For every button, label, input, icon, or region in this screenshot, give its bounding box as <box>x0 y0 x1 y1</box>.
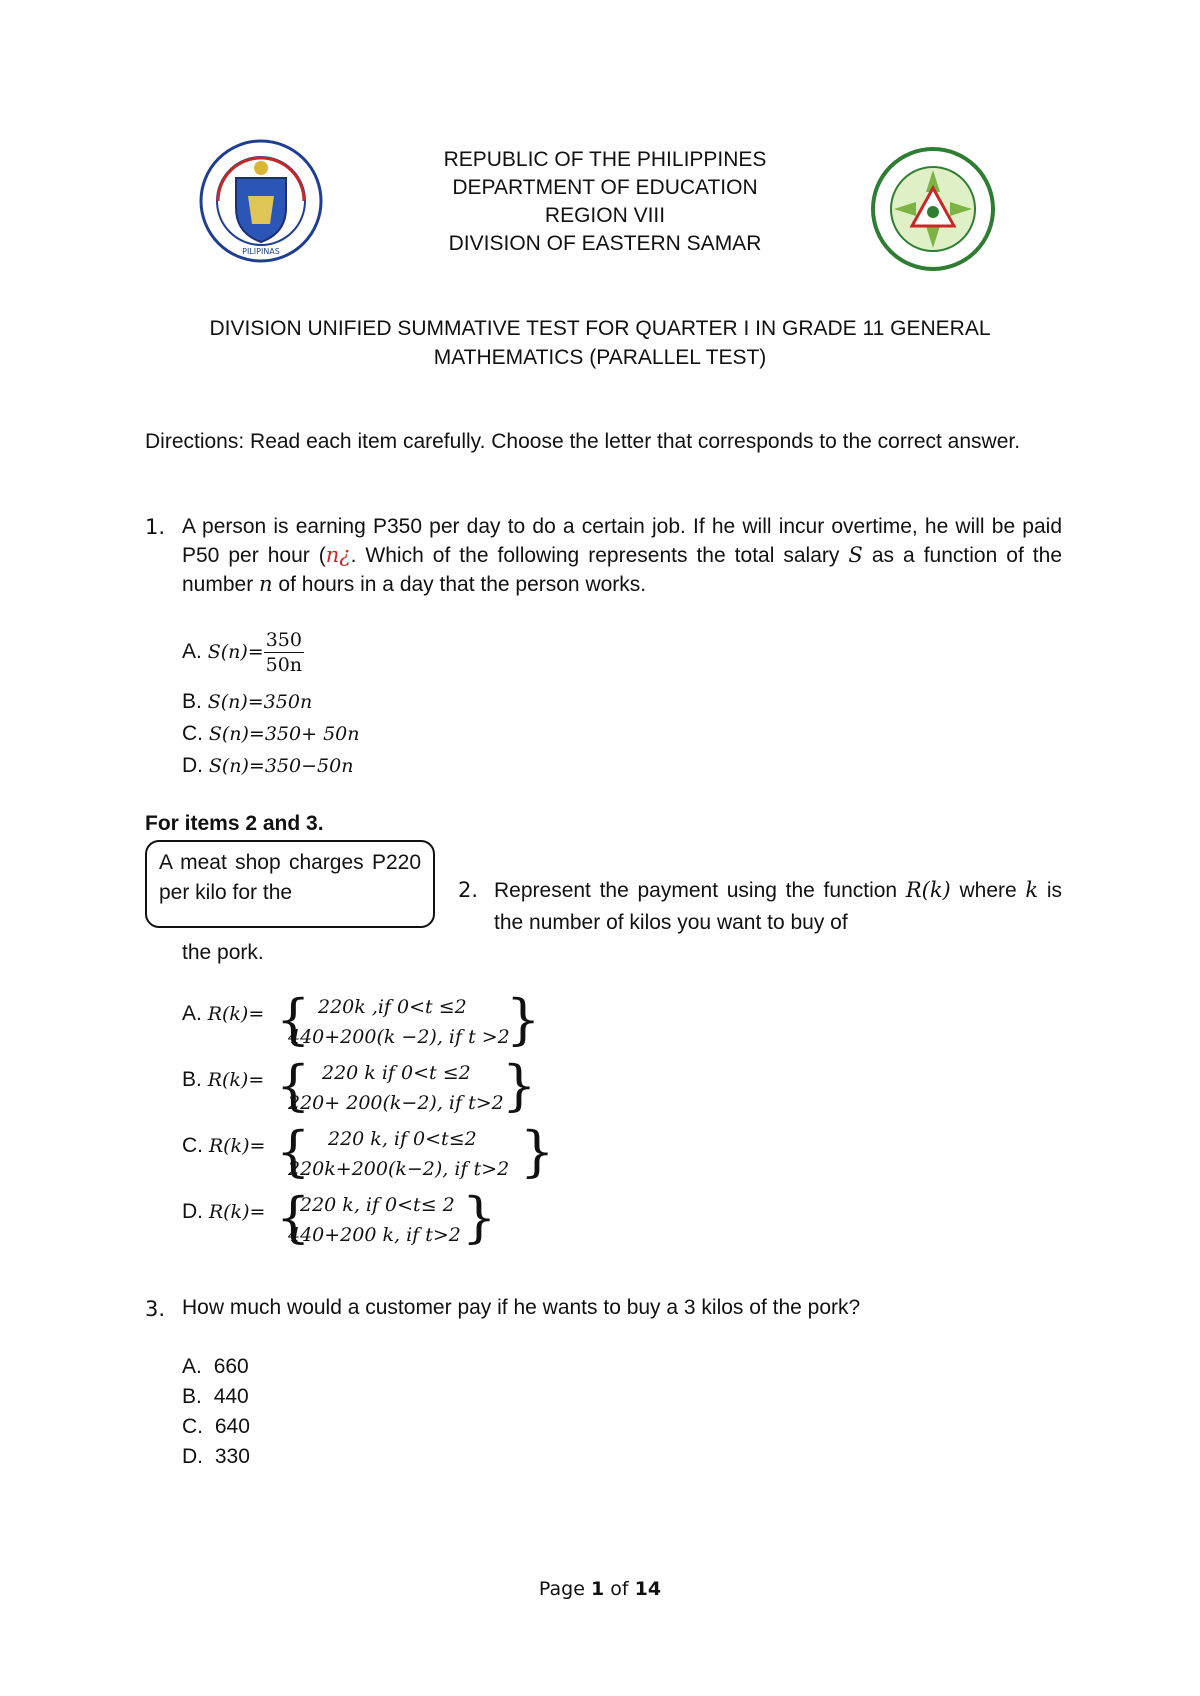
question-2-text-continued: the pork. <box>182 941 264 964</box>
q3-choice-c-value: 640 <box>214 1415 250 1438</box>
q3-choice-a-value: 660 <box>213 1355 249 1378</box>
q2-choice-b-row1: 220 k if 0<t ≤2 <box>322 1062 471 1084</box>
directions: Directions: Read each item carefully. Choose the letter that corresponds to the correct answer. <box>145 430 1021 453</box>
q1-choice-a-numerator: 350 <box>265 629 302 651</box>
q2-choice-c-right-brace: } <box>520 1120 555 1183</box>
q2-func: R(k) <box>905 878 951 902</box>
q2-choice-d[interactable] <box>182 1200 265 1224</box>
q2-choice-a-row1: 220k ,if 0<t ≤2 <box>318 996 467 1018</box>
question-1-text <box>182 512 1062 599</box>
q3-choice-c-letter: C. <box>182 1415 203 1438</box>
deped-seal-icon <box>198 138 324 264</box>
q2-choice-c-lhs: R(k)= <box>208 1135 266 1157</box>
question-3-number: 3. <box>145 1297 166 1321</box>
q2-var-k: k <box>1025 878 1039 902</box>
q1-choice-d-expr: S(n)=350−50n <box>208 755 354 777</box>
header-line-region: REGION VIII <box>544 204 666 227</box>
q1-choice-a-fraction <box>264 628 304 677</box>
q1-choice-d[interactable] <box>182 754 353 778</box>
q2-choice-b-row2: 220+ 200(k−2), if t>2 <box>288 1092 504 1114</box>
deped-seal-logo <box>198 138 324 264</box>
q2-choice-d-row2: 440+200 k, if t>2 <box>288 1224 461 1246</box>
q2-choice-a-letter: A. <box>182 1002 202 1025</box>
question-2-number: 2. <box>458 878 479 902</box>
q2-choice-d-lhs: R(k)= <box>208 1201 266 1223</box>
q2-choice-a-cases <box>288 992 510 1052</box>
q2-choice-c-row2: 220k+200(k−2), if t>2 <box>288 1158 510 1180</box>
q1-choice-b-letter: B. <box>182 690 202 713</box>
eastern-samar-seal-icon <box>870 146 996 272</box>
footer-of-word: of <box>610 1578 629 1600</box>
q2-choice-c-row1: 220 k, if 0<t≤2 <box>328 1128 477 1150</box>
q2-choice-a-right-brace: } <box>506 988 541 1051</box>
items-2-3-label: For items 2 and 3. <box>145 812 324 835</box>
q1-choice-c-expr: S(n)=350+ 50n <box>208 723 360 745</box>
q2-choice-d-row1: 220 k, if 0<t≤ 2 <box>300 1194 455 1216</box>
q3-choice-b-value: 440 <box>213 1385 249 1408</box>
q2-choice-c-cases <box>288 1124 509 1184</box>
q2-choice-a-row2: 440+200(k −2), if t >2 <box>288 1026 510 1048</box>
q2-choice-b[interactable] <box>182 1068 264 1092</box>
footer-page-word: Page <box>538 1578 585 1600</box>
q1-choice-a-denominator: 50n <box>265 654 303 676</box>
q1-choice-a-lhs: S(n)= <box>207 641 264 664</box>
meat-shop-box: A meat shop charges P220 per kilo for the <box>145 840 435 928</box>
q1-text-part-d: of hours in a day that the person works. <box>272 573 647 596</box>
q1-choice-a[interactable] <box>182 628 304 677</box>
q2-text-part-b: where <box>950 879 1026 902</box>
q2-choice-a-lhs: R(k)= <box>207 1003 265 1025</box>
footer-current-page: 1 <box>590 1578 605 1600</box>
header-line-division: DIVISION OF EASTERN SAMAR <box>448 232 762 255</box>
test-title <box>140 314 1060 372</box>
q1-var-n: n <box>259 572 273 596</box>
q3-choice-a-letter: A. <box>182 1355 202 1378</box>
q2-choice-c-letter: C. <box>182 1134 203 1157</box>
question-1-number: 1. <box>145 515 166 539</box>
q1-text-part-c: as a function of the number <box>182 544 1062 596</box>
q1-var-s: S <box>848 543 863 567</box>
q2-choice-d-right-brace: } <box>462 1186 497 1249</box>
q1-choice-c[interactable] <box>182 722 359 746</box>
page-footer <box>0 1578 1200 1600</box>
question-2-text <box>494 874 1062 939</box>
q1-text-part-a: A person is earning P350 per day to do a certain job. If he will incur overtime, he will be paid P50 per hour ( <box>182 515 1062 567</box>
q1-hours-var: n¿ <box>325 543 351 567</box>
q1-text-part-b: . Which of the following represents the total salary <box>350 544 849 567</box>
q3-choice-b[interactable] <box>182 1385 249 1409</box>
q1-choice-a-letter: A. <box>182 640 202 664</box>
test-title-line2: MATHEMATICS (PARALLEL TEST) <box>433 346 767 369</box>
q1-choice-b-expr: S(n)=350n <box>207 691 313 713</box>
q2-choice-a-left-brace: { <box>276 988 311 1051</box>
q2-choice-b-right-brace: } <box>502 1054 537 1117</box>
q1-choice-c-letter: C. <box>182 722 203 745</box>
q3-choice-d-letter: D. <box>182 1445 203 1468</box>
svg-text:PILIPINAS: PILIPINAS <box>242 247 280 256</box>
question-3-text: How much would a customer pay if he wants to buy a 3 kilos of the pork? <box>182 1296 861 1319</box>
footer-total-pages: 14 <box>634 1578 662 1600</box>
q2-choice-d-left-brace: { <box>276 1186 311 1249</box>
header-line-republic: REPUBLIC OF THE PHILIPPINES <box>443 148 767 171</box>
q1-choice-d-letter: D. <box>182 754 203 777</box>
test-title-line1: DIVISION UNIFIED SUMMATIVE TEST FOR QUARTER I IN GRADE 11 GENERAL <box>209 317 991 340</box>
q3-choice-d[interactable] <box>182 1445 250 1469</box>
q2-choice-a[interactable] <box>182 1002 264 1026</box>
q2-text-part-c: is the number of kilos you want to buy of <box>494 879 1062 934</box>
q2-choice-b-lhs: R(k)= <box>207 1069 265 1091</box>
letterhead <box>380 146 830 258</box>
q2-choice-b-letter: B. <box>182 1068 202 1091</box>
q2-text-part-a: Represent the payment using the function <box>494 879 906 902</box>
q3-choice-c[interactable] <box>182 1415 250 1439</box>
q2-choice-d-letter: D. <box>182 1200 203 1223</box>
q2-choice-c-left-brace: { <box>276 1120 311 1183</box>
q3-choice-a[interactable] <box>182 1355 249 1379</box>
eastern-samar-seal-logo <box>870 146 996 272</box>
q1-choice-b[interactable] <box>182 690 312 714</box>
q3-choice-d-value: 330 <box>214 1445 250 1468</box>
q2-choice-b-left-brace: { <box>276 1054 311 1117</box>
q3-choice-b-letter: B. <box>182 1385 202 1408</box>
q2-choice-b-cases <box>288 1058 504 1118</box>
q2-choice-d-cases <box>288 1190 461 1250</box>
header-line-department: DEPARTMENT OF EDUCATION <box>452 176 758 199</box>
q2-choice-c[interactable] <box>182 1134 265 1158</box>
